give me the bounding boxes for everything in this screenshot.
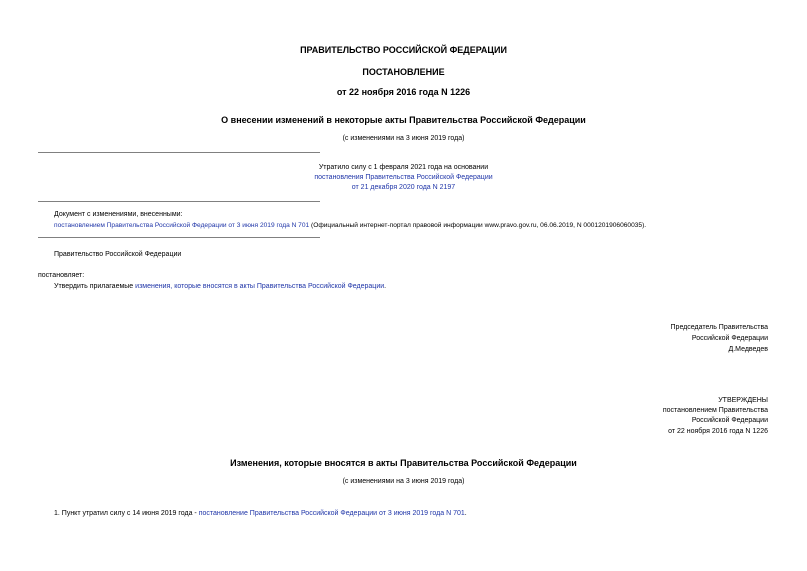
approve-suffix: .	[384, 283, 387, 290]
changes-doc-line	[54, 222, 646, 229]
government-actor: Правительство Российской Федерации	[54, 251, 182, 258]
signature-position-country: Российской Федерации	[691, 335, 768, 342]
appendix-item-1	[54, 510, 467, 517]
approve-paragraph	[54, 283, 386, 290]
divider	[38, 237, 320, 238]
decides-text: постановляет:	[38, 272, 85, 279]
approved-date-number: от 22 ноября 2016 года N 1226	[668, 428, 768, 435]
expired-basis-link-date[interactable]: от 21 декабря 2020 года N 2197	[351, 184, 456, 191]
divider	[38, 152, 320, 153]
document-type: ПОСТАНОВЛЕНИЕ	[362, 67, 445, 77]
signature-position: Председатель Правительства	[670, 324, 768, 331]
item-1-prefix: 1. Пункт утратил силу с 14 июня 2019 года -	[54, 510, 199, 517]
appendix-title: Изменения, которые вносятся в акты Правительства Российской Федерации	[230, 458, 577, 468]
expired-basis-link[interactable]: постановления Правительства Российской Федерации	[314, 174, 493, 181]
revision-note: (с изменениями на 3 июня 2019 года)	[342, 135, 465, 142]
document-date-number: от 22 ноября 2016 года N 1226	[336, 87, 471, 97]
item-1-link[interactable]: постановление Правительства Российской Федерации от 3 июня 2019 года N 701	[198, 510, 465, 517]
approve-link[interactable]: изменения, которые вносятся в акты Правительства Российской Федерации	[135, 283, 385, 290]
changes-doc-link[interactable]: постановлением Правительства Российской Федерации от 3 июня 2019 года N 701	[54, 222, 310, 229]
changes-doc-source: (Официальный интернет-портал правовой информации www.pravo.gov.ru, 06.06.2019, N 0001201906060035).	[309, 222, 647, 229]
expired-notice: Утратило силу с 1 февраля 2021 года на основании	[318, 164, 489, 171]
divider	[38, 201, 320, 202]
document-title: О внесении изменений в некоторые акты Правительства Российской Федерации	[221, 115, 586, 125]
signature-name: Д.Медведев	[728, 346, 768, 353]
changes-doc-label: Документ с изменениями, внесенными:	[54, 211, 183, 218]
approved-heading: УТВЕРЖДЕНЫ	[718, 397, 768, 404]
approve-prefix: Утвердить прилагаемые	[54, 283, 136, 290]
approved-country: Российской Федерации	[691, 417, 768, 424]
appendix-revision: (с изменениями на 3 июня 2019 года)	[342, 478, 465, 485]
item-1-suffix: .	[464, 510, 467, 517]
government-name: ПРАВИТЕЛЬСТВО РОССИЙСКОЙ ФЕДЕРАЦИИ	[300, 45, 507, 55]
approved-by: постановлением Правительства	[662, 407, 768, 414]
